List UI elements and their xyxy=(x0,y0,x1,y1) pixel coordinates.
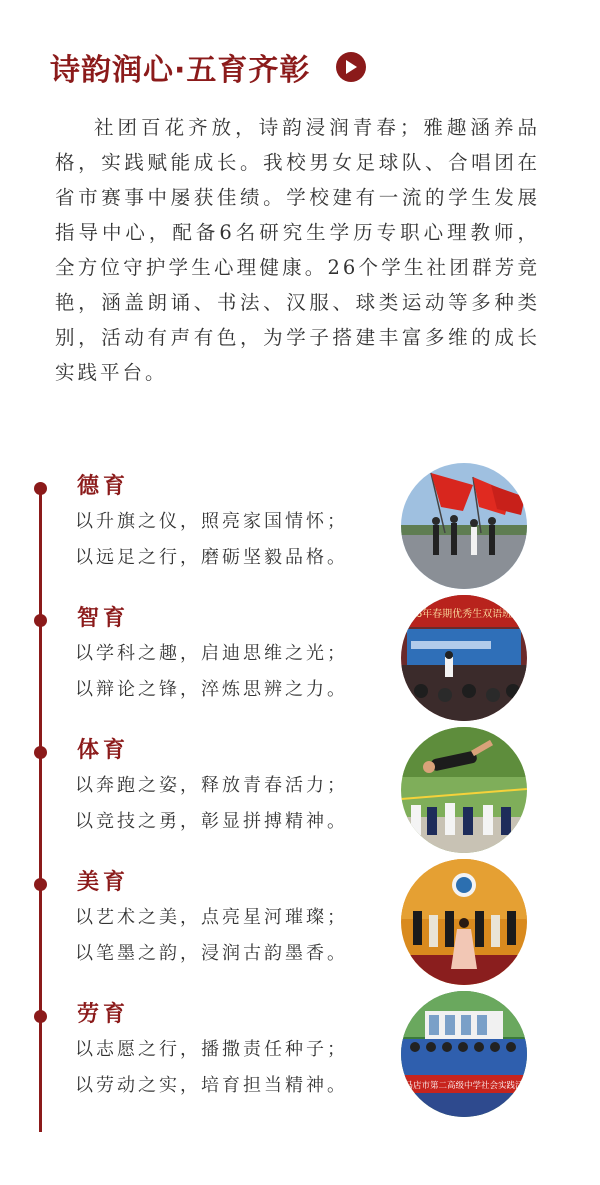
timeline-dot xyxy=(34,482,47,495)
stage-banner-text: 6年春期优秀生双语班 xyxy=(415,609,513,620)
page-title: 诗韵润心·五育齐彰 xyxy=(50,53,311,88)
item-line: 以竞技之勇，彰显拼搏精神。 xyxy=(75,811,348,832)
intro-paragraph: 社团百花齐放，诗韵浸润青春；雅趣涵养品格，实践赋能成长。我校男女足球队、合唱团在省市赛事中屡获佳绩。学校建有一流的学生发展指导中心，配备6名研究生学历专职心理教师，全方位守护学生心理健康。26个学生社团群芳竞艳，涵盖朗诵、书法、汉服、球类运动等多种类别，活动有声有色，为学子搭建丰富多维的成长实践平台。 xyxy=(55,116,540,384)
debate-event-photo xyxy=(401,595,527,721)
timeline-dot xyxy=(34,878,47,891)
item-line: 以劳动之实，培育担当精神。 xyxy=(75,1075,348,1096)
high-jump-photo xyxy=(401,727,527,853)
timeline-item-deyu xyxy=(0,473,600,601)
play-icon xyxy=(344,59,358,75)
play-button[interactable] xyxy=(336,52,366,82)
timeline-dot xyxy=(34,614,47,627)
timeline-dot xyxy=(34,1010,47,1023)
item-line: 以远足之行，磨砺坚毅品格。 xyxy=(75,547,348,568)
item-line: 以志愿之行，播撒责任种子； xyxy=(75,1039,348,1060)
timeline-item-tiyu xyxy=(0,737,600,865)
item-line: 以笔墨之韵，浸润古韵墨香。 xyxy=(75,943,348,964)
item-title: 劳育 xyxy=(77,1001,130,1027)
timeline-item-zhiyu xyxy=(0,605,600,733)
item-line: 以辩论之锋，淬炼思辨之力。 xyxy=(75,679,348,700)
item-title: 美育 xyxy=(77,869,130,895)
item-line: 以艺术之美，点亮星河璀璨； xyxy=(75,907,348,928)
section-header xyxy=(50,45,366,89)
choir-performance-photo xyxy=(401,859,527,985)
item-title: 德育 xyxy=(77,473,130,499)
item-line: 以升旗之仪，照亮家国情怀； xyxy=(75,511,348,532)
flag-raising-photo xyxy=(401,463,527,589)
timeline-dot xyxy=(34,746,47,759)
social-practice-photo xyxy=(401,991,527,1117)
item-line: 以奔跑之姿，释放青春活力； xyxy=(75,775,348,796)
timeline-item-meiyu xyxy=(0,869,600,997)
practice-banner-text: 马店市第二高级中学社会实践活 xyxy=(404,1081,524,1091)
timeline-item-laoyu xyxy=(0,1001,600,1129)
item-line: 以学科之趣，启迪思维之光； xyxy=(75,643,348,664)
item-title: 体育 xyxy=(77,737,130,763)
item-title: 智育 xyxy=(77,605,130,631)
